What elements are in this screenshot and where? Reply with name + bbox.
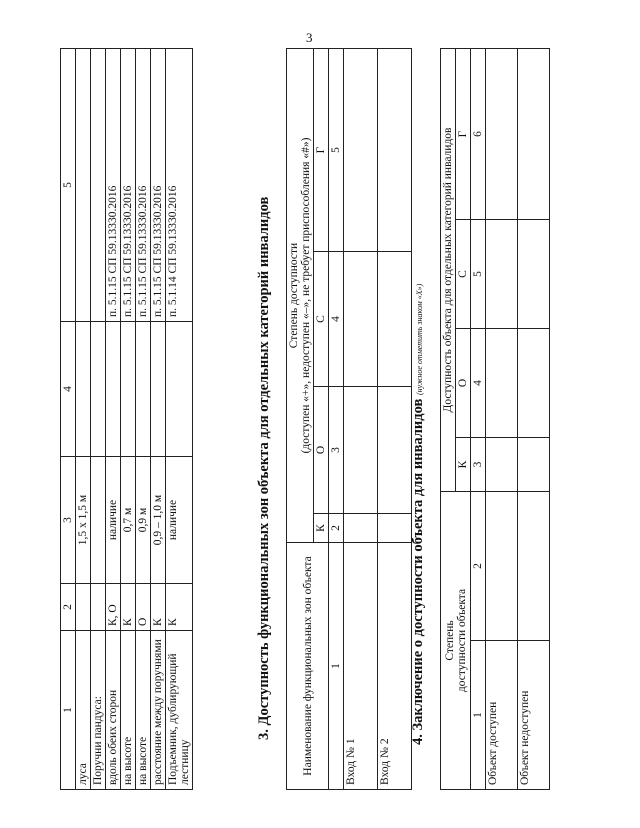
cell: наличие <box>106 457 121 584</box>
category-k: К <box>456 438 471 492</box>
cell <box>518 492 550 641</box>
zones-accessibility-table <box>286 48 412 790</box>
cell <box>91 584 106 631</box>
cell <box>486 49 518 220</box>
cell <box>166 322 193 457</box>
cell <box>76 584 91 631</box>
category-o: О <box>314 387 329 514</box>
cell: п. 5.1.15 СП 59.13330.2016 <box>151 49 166 322</box>
rotated-page-content <box>60 30 580 790</box>
cell <box>518 329 550 438</box>
table-row <box>76 49 91 790</box>
section-4-title <box>410 284 427 745</box>
col-number: 3 <box>471 438 486 492</box>
cell <box>344 252 378 387</box>
table-row <box>378 49 412 790</box>
cell <box>378 252 412 387</box>
col-number: 3 <box>61 457 76 584</box>
table-row <box>136 49 151 790</box>
col-number: 2 <box>471 492 486 641</box>
table-number-row <box>329 49 344 790</box>
table-row <box>151 49 166 790</box>
table-row <box>121 49 136 790</box>
table-row <box>106 49 121 790</box>
group-header-line: (доступен «+», недоступен «–», не требует приспособления «#») <box>300 137 312 454</box>
cell <box>76 49 91 322</box>
table-header-row <box>441 49 456 790</box>
cell <box>121 322 136 457</box>
section-4-title-text: 4. Заключение о доступности объекта для инвалидов <box>410 398 426 745</box>
cell: О <box>136 584 151 631</box>
cell: расстояние между поручнями <box>151 631 166 790</box>
category-s: С <box>456 220 471 329</box>
cell: К <box>166 584 193 631</box>
accessibility-group-header: Доступность объекта для отдельных категорий инвалидов <box>441 49 456 492</box>
category-g: Г <box>456 49 471 220</box>
cell: К <box>151 584 166 631</box>
table-header-row <box>287 49 314 790</box>
col-number: 4 <box>471 329 486 438</box>
table-number-row <box>471 49 486 790</box>
table-header-row <box>61 49 76 790</box>
conclusion-row-label: Объект недоступен <box>518 641 550 790</box>
cell <box>91 49 106 322</box>
zone-name: Вход № 1 <box>344 543 378 790</box>
page-number: 3 <box>306 30 313 45</box>
cell: на высоте <box>136 631 151 790</box>
cell <box>91 322 106 457</box>
table-row <box>344 49 378 790</box>
cell <box>378 49 412 252</box>
conclusion-table <box>440 48 550 790</box>
category-s: С <box>314 252 329 387</box>
category-k: К <box>314 514 329 543</box>
col-number: 5 <box>329 49 344 252</box>
category-g: Г <box>314 49 329 252</box>
col-number: 2 <box>61 584 76 631</box>
cell: п. 5.1.15 СП 59.13330.2016 <box>121 49 136 322</box>
table-row <box>91 49 106 790</box>
col-number: 1 <box>329 543 344 790</box>
col-number: 5 <box>61 49 76 322</box>
table-row <box>166 49 193 790</box>
cell: п. 5.1.15 СП 59.13330.2016 <box>136 49 151 322</box>
cell <box>344 514 378 543</box>
category-o: О <box>456 329 471 438</box>
cell <box>518 220 550 329</box>
cell: Поручни пандуса: <box>91 631 106 790</box>
cell <box>151 322 166 457</box>
cell: 0,7 м <box>121 457 136 584</box>
col-number: 2 <box>329 514 344 543</box>
col-number: 5 <box>471 220 486 329</box>
cell: наличие <box>166 457 193 584</box>
cell <box>486 329 518 438</box>
cell: 0,9 – 1,0 м <box>151 457 166 584</box>
cell: К <box>121 584 136 631</box>
section-3-title: 3. Доступность функциональных зон объекта для отдельных категорий инвалидов <box>256 196 272 740</box>
col-number: 6 <box>471 49 486 220</box>
cell: 1,5 х 1,5 м <box>76 457 91 584</box>
cell <box>344 49 378 252</box>
cell <box>76 322 91 457</box>
table-row <box>518 49 550 790</box>
cell: луса <box>76 631 91 790</box>
cell <box>486 220 518 329</box>
degree-header-line: Степень <box>443 620 456 661</box>
section-4-title-note: (нужное отметить знаком «Х») <box>415 283 424 396</box>
cell <box>378 387 412 514</box>
cell <box>486 492 518 641</box>
group-header-line: Степень доступности <box>288 242 300 349</box>
accessibility-group-header <box>287 49 314 543</box>
cell <box>91 457 106 584</box>
col-number: 1 <box>61 631 76 790</box>
col-number: 4 <box>329 252 344 387</box>
cell: К, О <box>106 584 121 631</box>
cell: Подъемник, дублирующий лестницу <box>166 631 193 790</box>
cell <box>486 438 518 492</box>
cell <box>518 438 550 492</box>
cell <box>518 49 550 220</box>
cell: п. 5.1.15 СП 59.13330.2016 <box>106 49 121 322</box>
table-row <box>486 49 518 790</box>
cell <box>136 322 151 457</box>
cell <box>106 322 121 457</box>
cell: 0,9 м <box>136 457 151 584</box>
cell: на высоте <box>121 631 136 790</box>
cell <box>344 387 378 514</box>
degree-header-line: доступности объекта <box>455 588 468 693</box>
cell: вдоль обеих сторон <box>106 631 121 790</box>
col-number: 1 <box>471 641 486 790</box>
zone-name: Вход № 2 <box>378 543 412 790</box>
cell: п. 5.1.14 СП 59.13330.2016 <box>166 49 193 322</box>
col-number: 4 <box>61 322 76 457</box>
requirements-table <box>60 48 193 790</box>
zones-col-header: Наименование функциональных зон объекта <box>287 543 329 790</box>
col-number: 3 <box>329 387 344 514</box>
cell <box>378 514 412 543</box>
degree-col-header <box>441 492 471 790</box>
conclusion-row-label: Объект доступен <box>486 641 518 790</box>
